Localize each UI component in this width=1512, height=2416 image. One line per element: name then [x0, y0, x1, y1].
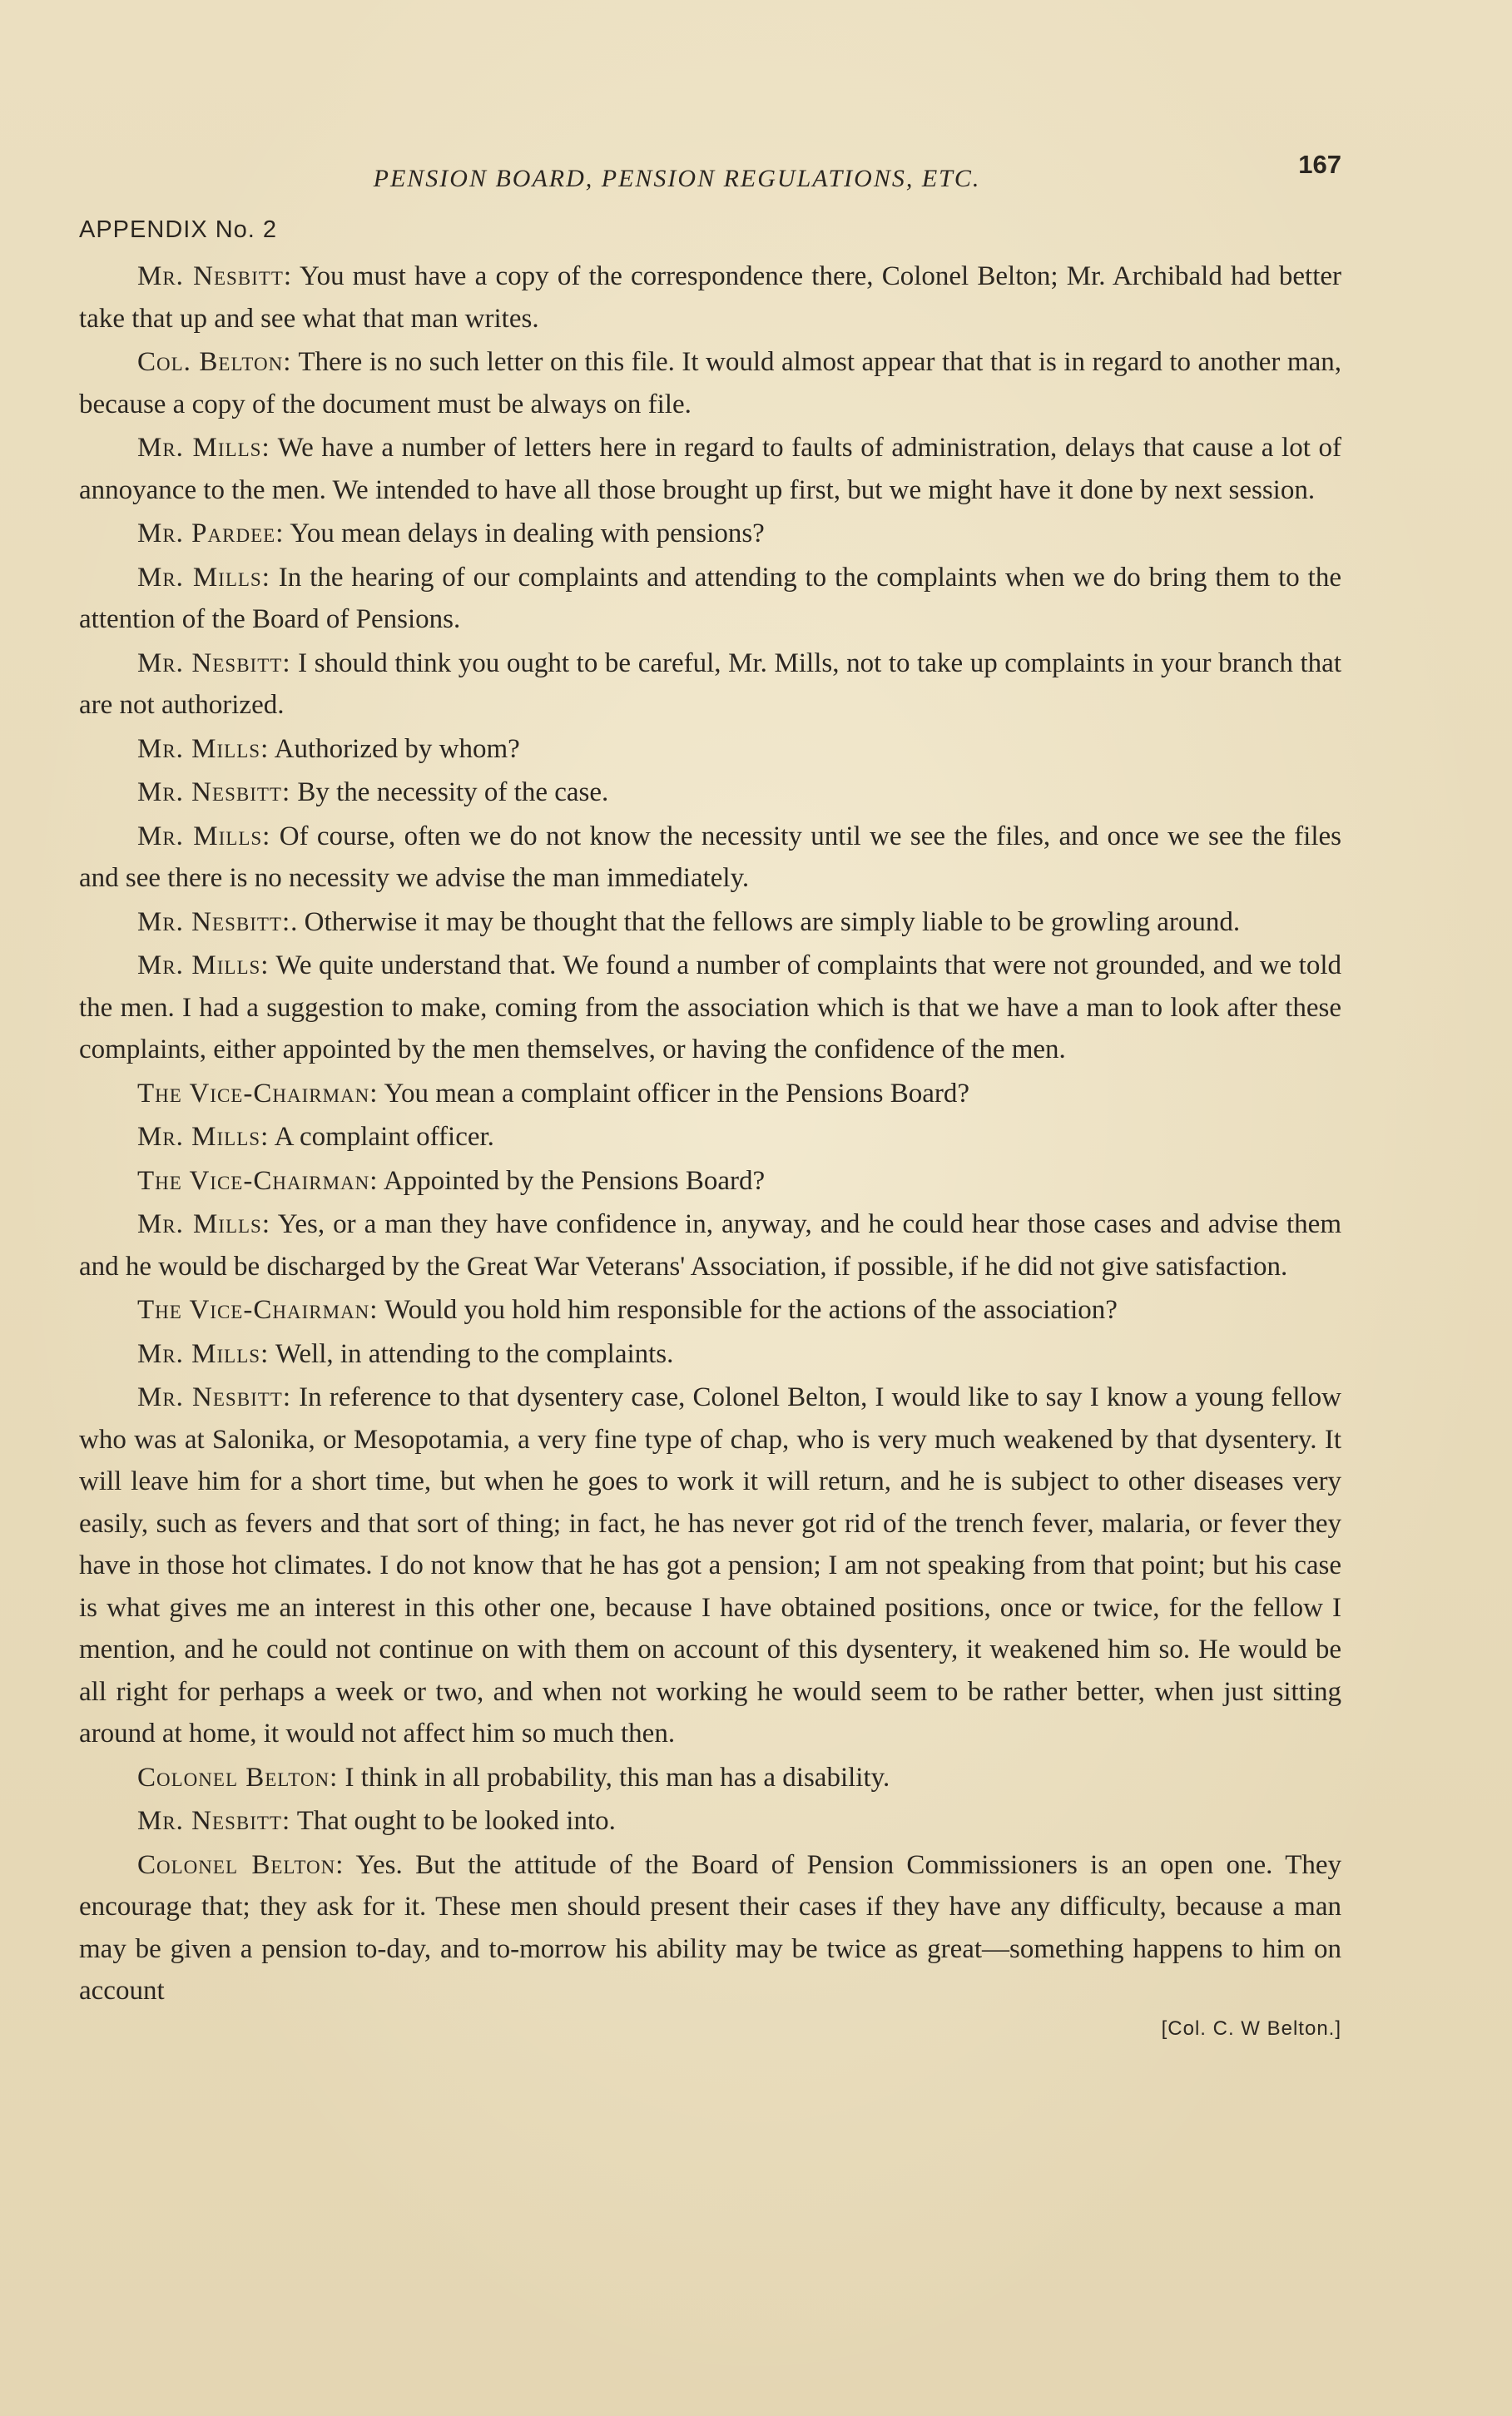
speaker-name: Mr. Mills: — [137, 1209, 271, 1239]
transcript-paragraph — [79, 771, 1341, 814]
transcript-paragraph — [79, 557, 1341, 641]
paragraph-text: We have a number of letters here in regard to faults of administration, delays that cause a lot of annoyance to the men. We intended to have all those brought up first, but we might have it done by next session. — [79, 433, 1341, 505]
paragraph-text: There is no such letter on this file. It would almost appear that that is in regard to another man, because a copy of the document must be always on file. — [79, 347, 1341, 419]
transcript-paragraph — [79, 1160, 1341, 1203]
speaker-name: Colonel Belton: — [137, 1849, 345, 1880]
speaker-name: Mr. Mills: — [137, 433, 270, 463]
transcript-paragraph — [79, 901, 1341, 944]
page-number: 167 — [1298, 150, 1341, 179]
running-header — [79, 141, 1341, 191]
speaker-name: The Vice-Chairman: — [137, 1165, 379, 1196]
speaker-name: Mr. Mills: — [137, 562, 270, 593]
transcript-paragraph — [79, 341, 1341, 425]
speaker-name: The Vice-Chairman: — [137, 1295, 379, 1325]
transcript-paragraph — [79, 1844, 1341, 2012]
paragraph-text: Yes. But the attitude of the Board of Pension Commissioners is an open one. They encourage that; they ask for it. These men should present their cases if they have any difficulty, because a man may be given a pension to-day, and to-morrow his ability may be twice as great—something happens to him on account — [79, 1849, 1341, 2006]
speaker-name: Mr. Nesbitt: — [137, 647, 291, 678]
transcript-paragraph — [79, 1203, 1341, 1287]
paragraph-text: A complaint officer. — [269, 1122, 494, 1152]
speaker-name: Mr. Nesbitt: — [137, 1382, 291, 1412]
transcript-paragraph — [79, 1757, 1341, 1799]
speaker-name: Col. Belton: — [137, 347, 292, 377]
paragraph-text: Authorized by whom? — [269, 733, 520, 764]
speaker-name: Mr. Mills: — [137, 733, 270, 764]
transcript-paragraph — [79, 1800, 1341, 1843]
running-title: PENSION BOARD, PENSION REGULATIONS, ETC. — [373, 165, 981, 192]
paragraph-text: You mean delays in dealing with pensions? — [284, 518, 765, 548]
appendix-label: APPENDIX No. 2 — [79, 216, 278, 243]
transcript-paragraph — [79, 945, 1341, 1071]
paragraph-text: I think in all probability, this man has a disability. — [338, 1762, 890, 1793]
transcript-paragraph — [79, 1333, 1341, 1376]
transcript-paragraph — [79, 1289, 1341, 1332]
paragraph-text: Of course, often we do not know the necessity until we see the files, and once we see the files and see there is no necessity we advise the man immediately. — [79, 821, 1341, 893]
paragraph-text: That ought to be looked into. — [290, 1806, 616, 1836]
transcript-paragraph — [79, 427, 1341, 511]
transcript-paragraph — [79, 642, 1341, 727]
paragraph-text: I should think you ought to be careful, Mr. Mills, not to take up complaints in your branch that are not authorized. — [79, 647, 1341, 720]
paragraph-text: Well, in attending to the complaints. — [269, 1338, 674, 1369]
speaker-attribution-footer: [Col. C. W Belton.] — [1161, 2017, 1341, 2040]
speaker-name: Mr. Nesbitt: — [137, 777, 291, 807]
speaker-name: Mr. Pardee: — [137, 518, 285, 548]
speaker-name: Mr. Nesbitt: — [137, 906, 291, 937]
transcript-paragraph — [79, 255, 1341, 340]
speaker-name: Colonel Belton: — [137, 1762, 339, 1793]
paragraph-text: Yes, or a man they have confidence in, anyway, and he could hear those cases and advise them and he would be discharged by the Great War Veterans' Association, if possible, if he did not give satisfaction. — [79, 1209, 1341, 1282]
transcript-paragraph — [79, 1377, 1341, 1755]
paragraph-text: You must have a copy of the correspondence there, Colonel Belton; Mr. Archibald had better take that up and see what that man writes. — [79, 261, 1342, 334]
paragraph-text: In the hearing of our complaints and attending to the complaints when we do bring them to the attention of the Board of Pensions. — [79, 562, 1341, 634]
paragraph-text: Would you hold him responsible for the actions of the association? — [378, 1295, 1118, 1325]
transcript-paragraph — [79, 513, 1341, 555]
transcript-paragraph — [79, 728, 1341, 771]
paragraph-text: . Otherwise it may be thought that the fellows are simply liable to be growling around. — [290, 906, 1241, 937]
speaker-name: Mr. Mills: — [137, 950, 270, 980]
paragraph-text: In reference to that dysentery case, Colonel Belton, I would like to say I know a young fellow who was at Salonika, or Mesopotamia, a very fine type of chap, who is very much weakened by that dysentery. It will leave him for a short time, but when he goes to work it will return, and he is subject to other diseases very easily, such as fevers and that sort of thing; in fact, he has never got rid of the trench fever, malaria, or fever they have in those hot climates. I do not know that he has got a pension; I am not speaking from that point; but his case is what gives me an interest in this other one, because I have obtained positions, once or twice, for the fellow I mention, and he could not continue on with them on account of this dysentery, it weakened him so. He would be all right for perhaps a week or two, and when not working he would seem to be rather better, when just sitting around at home, it would not affect him so much then. — [79, 1382, 1341, 1749]
speaker-name: Mr. Nesbitt: — [137, 261, 293, 291]
transcript-paragraph — [79, 1116, 1341, 1158]
speaker-name: Mr. Mills: — [137, 1122, 270, 1152]
transcript-paragraph — [79, 1073, 1341, 1115]
paragraph-text: You mean a complaint officer in the Pensions Board? — [378, 1078, 970, 1109]
speaker-name: Mr. Nesbitt: — [137, 1806, 291, 1836]
transcript-body — [79, 255, 1341, 2012]
paragraph-text: We quite understand that. We found a number of complaints that were not grounded, and we told the men. I had a suggestion to make, coming from the association which is that we have a man to look after these complaints, either appointed by the men themselves, or having the confidence of the men. — [79, 950, 1341, 1064]
paragraph-text: Appointed by the Pensions Board? — [378, 1165, 766, 1196]
transcript-paragraph — [79, 816, 1341, 900]
speaker-name: The Vice-Chairman: — [137, 1078, 379, 1109]
paragraph-text: By the necessity of the case. — [290, 777, 609, 807]
speaker-name: Mr. Mills: — [137, 821, 271, 851]
speaker-name: Mr. Mills: — [137, 1338, 270, 1369]
